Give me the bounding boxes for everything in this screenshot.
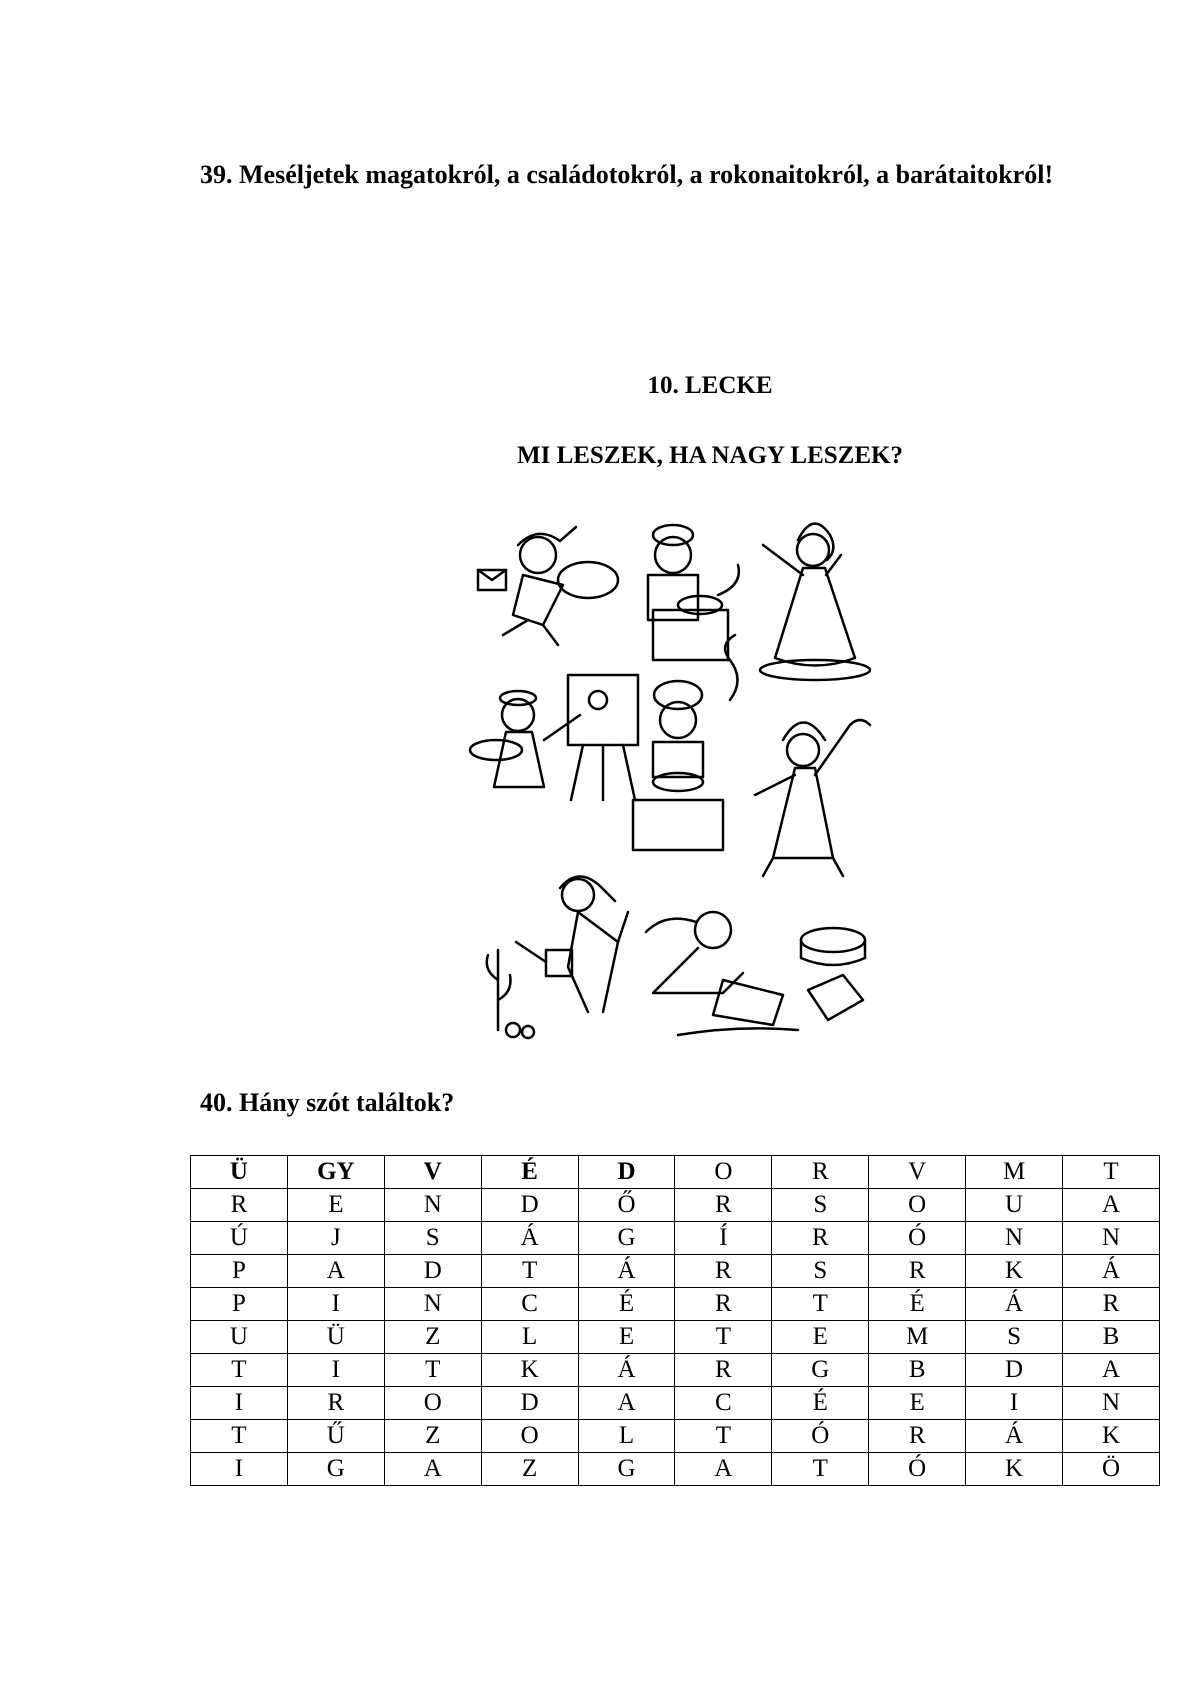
grid-cell: R: [772, 1156, 869, 1189]
grid-cell: M: [869, 1321, 966, 1354]
grid-cell: B: [869, 1354, 966, 1387]
grid-cell: L: [481, 1321, 578, 1354]
grid-cell: Ü: [287, 1321, 384, 1354]
grid-cell: C: [675, 1387, 772, 1420]
grid-row: [191, 1453, 1160, 1486]
grid-cell: Z: [384, 1321, 481, 1354]
grid-cell: T: [675, 1321, 772, 1354]
grid-cell: Á: [578, 1255, 675, 1288]
painter-icon: [470, 675, 638, 800]
grid-cell: T: [772, 1453, 869, 1486]
grid-cell: É: [869, 1288, 966, 1321]
grid-cell: Z: [384, 1420, 481, 1453]
grid-cell: I: [287, 1354, 384, 1387]
grid-cell: P: [191, 1288, 288, 1321]
grid-cell: K: [966, 1255, 1063, 1288]
grid-cell: T: [772, 1288, 869, 1321]
grid-cell: R: [287, 1387, 384, 1420]
grid-cell: Ó: [772, 1420, 869, 1453]
grid-cell: R: [869, 1420, 966, 1453]
grid-cell: R: [675, 1288, 772, 1321]
grid-cell: N: [384, 1288, 481, 1321]
grid-cell: Ú: [191, 1222, 288, 1255]
grid-cell: T: [1063, 1156, 1160, 1189]
grid-cell: O: [675, 1156, 772, 1189]
grid-cell: R: [772, 1222, 869, 1255]
grid-cell: É: [578, 1288, 675, 1321]
grid-cell: T: [191, 1354, 288, 1387]
grid-cell: D: [481, 1189, 578, 1222]
grid-cell: M: [966, 1156, 1063, 1189]
cook-icon: [633, 635, 738, 850]
grid-cell: I: [966, 1387, 1063, 1420]
grid-cell: O: [384, 1387, 481, 1420]
grid-cell: K: [481, 1354, 578, 1387]
grid-cell: V: [384, 1156, 481, 1189]
grid-cell: I: [287, 1288, 384, 1321]
grid-cell: T: [191, 1420, 288, 1453]
lesson-title: MI LESZEK, HA NAGY LESZEK?: [517, 442, 903, 469]
grid-cell: K: [1063, 1420, 1160, 1453]
grid-cell: Á: [578, 1354, 675, 1387]
grid-cell: B: [1063, 1321, 1160, 1354]
grid-cell: V: [869, 1156, 966, 1189]
grid-cell: A: [384, 1453, 481, 1486]
grid-cell: E: [772, 1321, 869, 1354]
grid-cell: Á: [1063, 1255, 1160, 1288]
grid-cell: G: [578, 1453, 675, 1486]
grid-row: [191, 1222, 1160, 1255]
grid-cell: A: [1063, 1189, 1160, 1222]
grid-cell: U: [966, 1189, 1063, 1222]
gardener-icon: [487, 876, 628, 1038]
grid-cell: S: [772, 1189, 869, 1222]
postman-icon: [478, 527, 618, 645]
grid-cell: D: [578, 1156, 675, 1189]
grid-cell: D: [384, 1255, 481, 1288]
grid-cell: E: [869, 1387, 966, 1420]
grid-cell: Ő: [578, 1189, 675, 1222]
grid-cell: R: [675, 1354, 772, 1387]
grid-cell: É: [772, 1387, 869, 1420]
grid-cell: T: [384, 1354, 481, 1387]
grid-cell: Ű: [287, 1420, 384, 1453]
grid-cell: S: [384, 1222, 481, 1255]
grid-cell: O: [869, 1189, 966, 1222]
grid-cell: S: [966, 1321, 1063, 1354]
grid-cell: S: [772, 1255, 869, 1288]
grid-cell: N: [966, 1222, 1063, 1255]
grid-cell: Z: [481, 1453, 578, 1486]
grid-cell: Ó: [869, 1222, 966, 1255]
grid-cell: Á: [966, 1288, 1063, 1321]
grid-cell: R: [675, 1189, 772, 1222]
grid-cell: K: [966, 1453, 1063, 1486]
grid-cell: Í: [675, 1222, 772, 1255]
grid-cell: G: [287, 1453, 384, 1486]
grid-cell: Ö: [1063, 1453, 1160, 1486]
grid-cell: P: [191, 1255, 288, 1288]
grid-row: [191, 1156, 1160, 1189]
word-search-grid: [190, 1155, 1160, 1486]
grid-cell: Ó: [869, 1453, 966, 1486]
grid-cell: J: [287, 1222, 384, 1255]
professions-illustration: [468, 510, 888, 1040]
grid-cell: G: [772, 1354, 869, 1387]
grid-row: [191, 1387, 1160, 1420]
grid-cell: Á: [481, 1222, 578, 1255]
singer-icon: [760, 524, 870, 680]
grid-cell: E: [578, 1321, 675, 1354]
grid-row: [191, 1189, 1160, 1222]
grid-cell: N: [1063, 1387, 1160, 1420]
grid-cell: I: [191, 1453, 288, 1486]
grid-cell: A: [287, 1255, 384, 1288]
grid-cell: A: [578, 1387, 675, 1420]
grid-cell: R: [869, 1255, 966, 1288]
grid-row: [191, 1354, 1160, 1387]
grid-cell: T: [675, 1420, 772, 1453]
grid-cell: R: [675, 1255, 772, 1288]
grid-cell: T: [481, 1255, 578, 1288]
grid-cell: E: [287, 1189, 384, 1222]
grid-cell: Á: [966, 1420, 1063, 1453]
lesson-number: 10. LECKE: [647, 372, 773, 399]
grid-cell: L: [578, 1420, 675, 1453]
grid-row: [191, 1420, 1160, 1453]
grid-cell: I: [191, 1387, 288, 1420]
grid-cell: A: [675, 1453, 772, 1486]
task-40-heading: 40. Hány szót találtok?: [200, 1088, 455, 1117]
baker-icon: [648, 525, 739, 660]
grid-cell: U: [191, 1321, 288, 1354]
grid-cell: D: [481, 1387, 578, 1420]
grid-cell: D: [966, 1354, 1063, 1387]
seamstress-icon: [646, 912, 865, 1035]
grid-row: [191, 1288, 1160, 1321]
grid-cell: A: [1063, 1354, 1160, 1387]
dancer-icon: [755, 720, 870, 876]
grid-cell: N: [1063, 1222, 1160, 1255]
grid-cell: O: [481, 1420, 578, 1453]
grid-cell: C: [481, 1288, 578, 1321]
grid-cell: R: [191, 1189, 288, 1222]
grid-cell: G: [578, 1222, 675, 1255]
grid-cell: GY: [287, 1156, 384, 1189]
grid-cell: R: [1063, 1288, 1160, 1321]
grid-row: [191, 1255, 1160, 1288]
grid-cell: N: [384, 1189, 481, 1222]
grid-row: [191, 1321, 1160, 1354]
grid-cell: Ü: [191, 1156, 288, 1189]
grid-cell: É: [481, 1156, 578, 1189]
task-39-heading: 39. Meséljetek magatokról, a családotokról, a rokonaitokról, a barátaitokról!: [200, 160, 1054, 189]
